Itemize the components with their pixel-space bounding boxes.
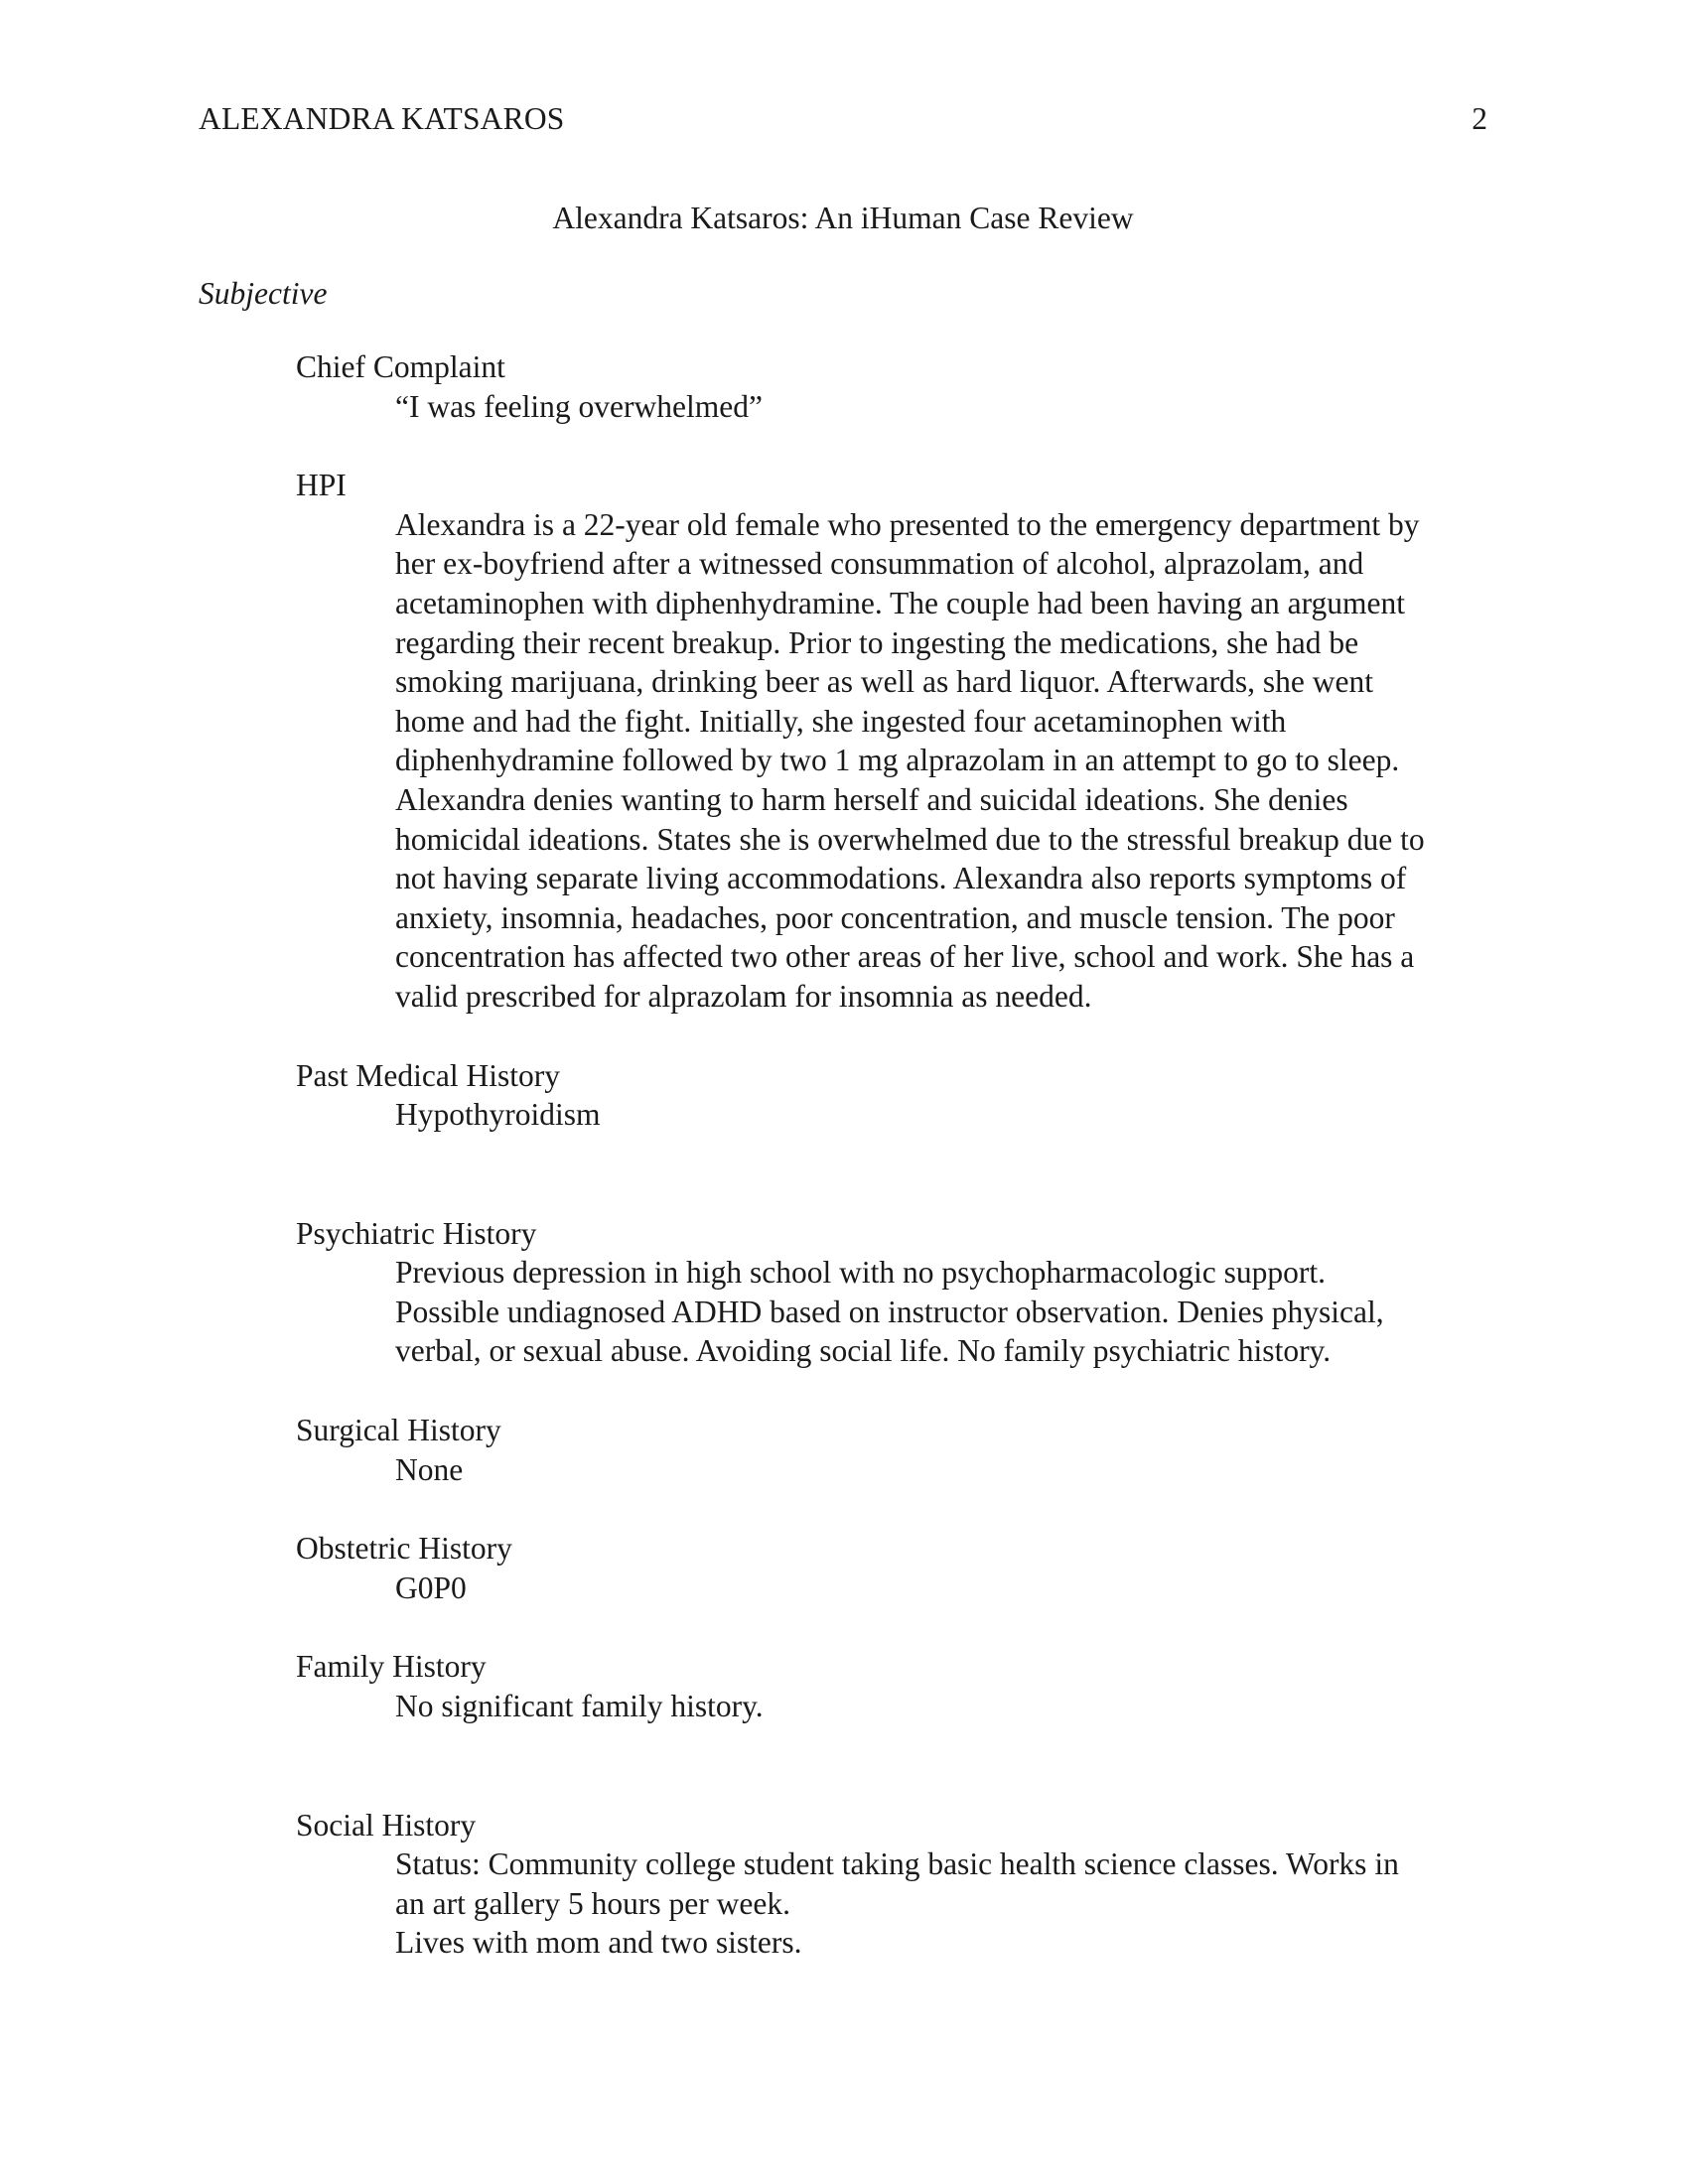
- hpi-line: Alexandra is a 22-year old female who presented to the emergency department by: [395, 506, 1420, 542]
- hpi-line: smoking marijuana, drinking beer as well as hard liquor. Afterwards, she went: [395, 664, 1374, 700]
- past-medical-history-entry: [0, 1056, 1688, 1135]
- hpi-line: regarding their recent breakup. Prior to ingesting the medications, she had be: [395, 624, 1359, 660]
- running-head: [199, 99, 1487, 139]
- hpi-entry: [0, 466, 1688, 1016]
- hpi-line: Alexandra denies wanting to harm herself and suicidal ideations. She denies: [395, 781, 1348, 817]
- social-history-body: [395, 1844, 1489, 1963]
- hpi-body: [395, 505, 1489, 1017]
- social-history-label: Social History: [296, 1807, 477, 1843]
- chief-complaint-entry: [0, 347, 1688, 426]
- surgical-history-entry: [0, 1411, 1688, 1489]
- family-history-body: [395, 1687, 1489, 1726]
- family-history-entry: [0, 1647, 1688, 1725]
- chief-complaint-line: “I was feeling overwhelmed”: [395, 388, 763, 424]
- social-history-entry: [0, 1806, 1688, 1963]
- hpi-label: HPI: [296, 468, 347, 503]
- past-medical-history-body: [395, 1095, 1489, 1135]
- social-history-line: an art gallery 5 hours per week.: [395, 1885, 790, 1921]
- running-head-title: ALEXANDRA KATSAROS: [199, 101, 565, 136]
- hpi-line: valid prescribed for alprazolam for insomnia as needed.: [395, 978, 1092, 1014]
- hpi-line: concentration has affected two other areas of her live, school and work. She has a: [395, 939, 1415, 975]
- social-history-line: Status: Community college student taking basic health science classes. Works in: [395, 1846, 1399, 1882]
- hpi-line: diphenhydramine followed by two 1 mg alprazolam in an attempt to go to sleep.: [395, 743, 1400, 778]
- past-medical-history-line: Hypothyroidism: [395, 1097, 601, 1133]
- obstetric-history-body: [395, 1569, 1489, 1608]
- hpi-line: acetaminophen with diphenhydramine. The couple had been having an argument: [395, 585, 1406, 620]
- obstetric-history-label: Obstetric History: [296, 1531, 512, 1567]
- hpi-line: her ex-boyfriend after a witnessed consummation of alcohol, alprazolam, and: [395, 546, 1364, 582]
- family-history-line: No significant family history.: [395, 1689, 764, 1724]
- hpi-line: anxiety, insomnia, headaches, poor concentration, and muscle tension. The poor: [395, 899, 1395, 935]
- psychiatric-history-label: Psychiatric History: [296, 1215, 537, 1251]
- chief-complaint-body: [395, 387, 1489, 427]
- surgical-history-line: None: [395, 1451, 464, 1487]
- hpi-line: not having separate living accommodations. Alexandra also reports symptoms of: [395, 861, 1407, 896]
- obstetric-history-entry: [0, 1529, 1688, 1607]
- surgical-history-body: [395, 1450, 1489, 1490]
- family-history-label: Family History: [296, 1649, 487, 1685]
- surgical-history-label: Surgical History: [296, 1413, 501, 1448]
- past-medical-history-label: Past Medical History: [296, 1057, 560, 1093]
- psychiatric-history-line: verbal, or sexual abuse. Avoiding social life. No family psychiatric history.: [395, 1333, 1332, 1369]
- psychiatric-history-entry: [0, 1214, 1688, 1371]
- page-number: 2: [1472, 101, 1487, 136]
- document-body: [0, 347, 1688, 1963]
- social-history-line: Lives with mom and two sisters.: [395, 1925, 802, 1961]
- psychiatric-history-body: [395, 1253, 1489, 1371]
- psychiatric-history-line: Previous depression in high school with no psychopharmacologic support.: [395, 1255, 1327, 1291]
- hpi-line: home and had the fight. Initially, she ingested four acetaminophen with: [395, 703, 1287, 739]
- section-heading-subjective: Subjective: [199, 276, 328, 311]
- psychiatric-history-line: Possible undiagnosed ADHD based on instructor observation. Denies physical,: [395, 1294, 1384, 1329]
- chief-complaint-label: Chief Complaint: [296, 349, 505, 384]
- obstetric-history-line: G0P0: [395, 1570, 467, 1605]
- hpi-line: homicidal ideations. States she is overwhelmed due to the stressful breakup due to: [395, 821, 1425, 857]
- document-title: Alexandra Katsaros: An iHuman Case Review: [552, 201, 1134, 235]
